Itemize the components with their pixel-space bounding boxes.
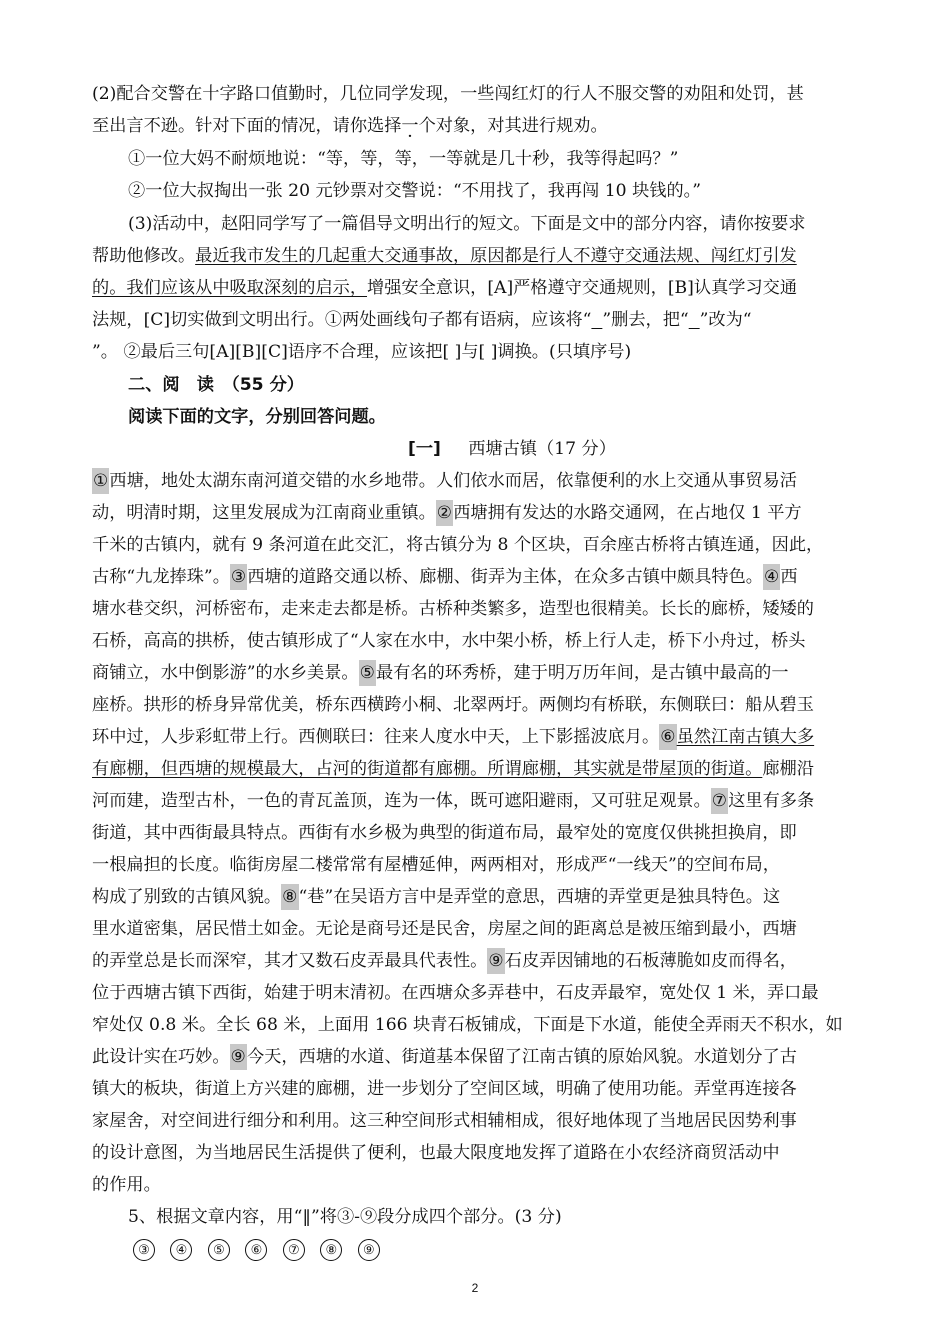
passage-line: 里水道密集，居民惜土如金。无论是商号还是民舍，房屋之间的距离总是被压缩到最小，西塘 [92, 919, 797, 939]
paragraph-circle: ⑧ [320, 1239, 342, 1261]
answer-blank[interactable] [591, 310, 602, 330]
passage-title: [一] 西塘古镇（17 分） [408, 439, 616, 459]
section-instruction: 阅读下面的文字，分别回答问题。 [128, 407, 386, 427]
passage-line: 塘水巷交织，河桥密布，走来走去都是桥。古桥种类繁多，造型也很精美。长长的廊桥，矮矮的 [92, 599, 814, 619]
paragraph-marker: ④ [763, 564, 780, 590]
passage-line: 位于西塘古镇下西街，始建于明末清初。在西塘众多弄巷中，石皮弄最窄，宽处仅 1 米，弄口最 [92, 983, 819, 1003]
passage-line: 古称“九龙捧珠”。③西塘的道路交通以桥、廊棚、街弄为主体，在众多古镇中颇具特色。④西 [92, 564, 798, 590]
paragraph-marker: ⑥ [659, 724, 676, 750]
passage-line: 窄处仅 0.8 米。全长 68 米，上面用 166 块青石板铺成，下面是下水道，能使全弄雨天不积水，如 [92, 1015, 843, 1035]
passage-line: 此设计实在巧妙。⑨今天，西塘的水道、街道基本保留了江南古镇的原始风貌。水道划分了古 [92, 1044, 797, 1070]
passage-line: 有廊棚，但西塘的规模最大，占河的街道都有廊棚。所谓廊棚，其实就是带屋顶的街道。廊棚沿 [92, 759, 814, 779]
paragraph-marker: ⑦ [711, 788, 728, 814]
underlined-sentence: 有廊棚，但西塘的规模最大，占河的街道都有廊棚。所谓廊棚，其实就是带屋顶的街道。 [92, 759, 763, 779]
q3-line-1: (3)活动中，赵阳同学写了一篇倡导文明出行的短文。下面是文中的部分内容，请你按要求 [128, 214, 806, 234]
passage-line: 的设计意图，为当地居民生活提供了便利，也最大限度地发挥了道路在小农经济商贸活动中 [92, 1143, 780, 1163]
q3-line-3: 的。我们应该从中吸取深刻的启示，增强安全意识，[A]严格遵守交通规则，[B]认真学习交通 [92, 278, 798, 298]
underlined-sentence: 最近我市发生的几起重大交通事故，原因都是行人不遵守交通法规、闯红灯引发 [195, 246, 797, 266]
answer-blank[interactable] [689, 310, 700, 330]
passage-line: 千米的古镇内，就有 9 条河道在此交汇，将古镇分为 8 个区块，百余座古桥将古镇连通，因此， [92, 535, 824, 555]
paragraph-circle: ⑥ [245, 1239, 267, 1261]
underlined-sentence: 虽然江南古镇大多 [676, 727, 815, 747]
paragraph-circle: ⑦ [283, 1239, 305, 1261]
passage-line: 家屋舍，对空间进行细分和利用。这三种空间形式相辅相成，很好地体现了当地居民因势利事 [92, 1111, 797, 1131]
paragraph-marker: ⑨ [230, 1044, 247, 1070]
paragraph-marker: ⑨ [487, 948, 504, 974]
q2-line-2: 至出言不逊。针对下面的情况，请你选择一个对象，对其进行规劝。 [92, 116, 608, 136]
paragraph-marker: ⑤ [359, 660, 376, 686]
q2-line-1: (2)配合交警在十字路口值勤时，几位同学发现，一些闯红灯的行人不服交警的劝阻和处罚，甚 [92, 84, 804, 104]
paragraph-marker: ② [436, 500, 453, 526]
paragraph-circle: ③ [133, 1239, 155, 1261]
paragraph-circle: ⑨ [358, 1239, 380, 1261]
q3-line-2: 帮助他修改。最近我市发生的几起重大交通事故，原因都是行人不遵守交通法规、闯红灯引发 [92, 246, 797, 266]
passage-line: 河而建，造型古朴，一色的青瓦盖顶，连为一体，既可遮阳避雨，又可驻足观景。⑦这里有多条 [92, 788, 814, 814]
underlined-sentence: 的。我们应该从中吸取深刻的启示， [92, 278, 368, 298]
passage-line: 镇大的板块，街道上方兴建的廊棚，进一步划分了空间区域，明确了使用功能。弄堂再连接各 [92, 1079, 797, 1099]
paragraph-marker: ① [92, 468, 109, 494]
passage-line: 构成了别致的古镇风貌。⑧“巷”在吴语方言中是弄堂的意思，西塘的弄堂更是独具特色。这 [92, 884, 780, 910]
passage-line: 石桥，高高的拱桥，使古镇形成了“人家在水中，水中架小桥，桥上行人走，桥下小舟过，桥头 [92, 631, 806, 651]
paragraph-marker: ③ [230, 564, 247, 590]
passage-line: 街道，其中西街最具特点。西街有水乡极为典型的街道布局，最窄处的宽度仅供挑担换肩，即 [92, 823, 797, 843]
q2-option-1: ①一位大妈不耐烦地说：“等，等，等，一等就是几十秒，我等得起吗？” [128, 149, 679, 169]
paragraph-marker: ⑧ [281, 884, 298, 910]
passage-line: 动，明清时期，这里发展成为江南商业重镇。②西塘拥有发达的水路交通网，在占地仅 1 平方 [92, 500, 802, 526]
q5-prompt: 5、根据文章内容，用“‖”将③-⑨段分成四个部分。(3 分) [128, 1207, 562, 1227]
paragraph-circle: ⑤ [208, 1239, 230, 1261]
section-title: 二、阅 读 （55 分） [128, 375, 304, 395]
emphasis-dot: 一 [401, 116, 419, 136]
passage-line: 的弄堂总是长而深窄，其才又数石皮弄最具代表性。⑨石皮弄因铺地的石板薄脆如皮而得名， [92, 948, 797, 974]
q5-answer-row[interactable] [133, 1236, 390, 1262]
passage-line: 一根扁担的长度。临街房屋二楼常常有屋槽延伸，两两相对，形成严“一线天”的空间布局， [92, 855, 780, 875]
passage-line: 环中过，人步彩虹带上行。西侧联曰：往来人度水中天，上下影摇波底月。⑥虽然江南古镇大多 [92, 724, 814, 750]
passage-line: 的作用。 [92, 1175, 161, 1195]
page-number: 2 [471, 1281, 479, 1295]
passage-line: 商铺立，水中倒影游”的水乡美景。⑤最有名的环秀桥，建于明万历年间，是古镇中最高的一 [92, 660, 789, 686]
passage-line: 座桥。拱形的桥身异常优美，桥东西横跨小桐、北翠两圩。两侧均有桥联，东侧联曰：船从碧玉 [92, 695, 814, 715]
passage-line: ①西塘，地处太湖东南河道交错的水乡地带。人们依水而居，依靠便利的水上交通从事贸易活 [92, 468, 797, 494]
q2-option-2: ②一位大叔掏出一张 20 元钞票对交警说：“不用找了，我再闯 10 块钱的。” [128, 181, 702, 201]
paragraph-circle: ④ [170, 1239, 192, 1261]
q3-line-4: 法规，[C]切实做到文明出行。①两处画线句子都有语病，应该将“ ”删去，把“ ”改为“ [92, 310, 752, 330]
q3-line-5: ”。 ②最后三句[A][B][C]语序不合理，应该把[ ]与[ ]调换。(只填序号) [92, 342, 632, 362]
